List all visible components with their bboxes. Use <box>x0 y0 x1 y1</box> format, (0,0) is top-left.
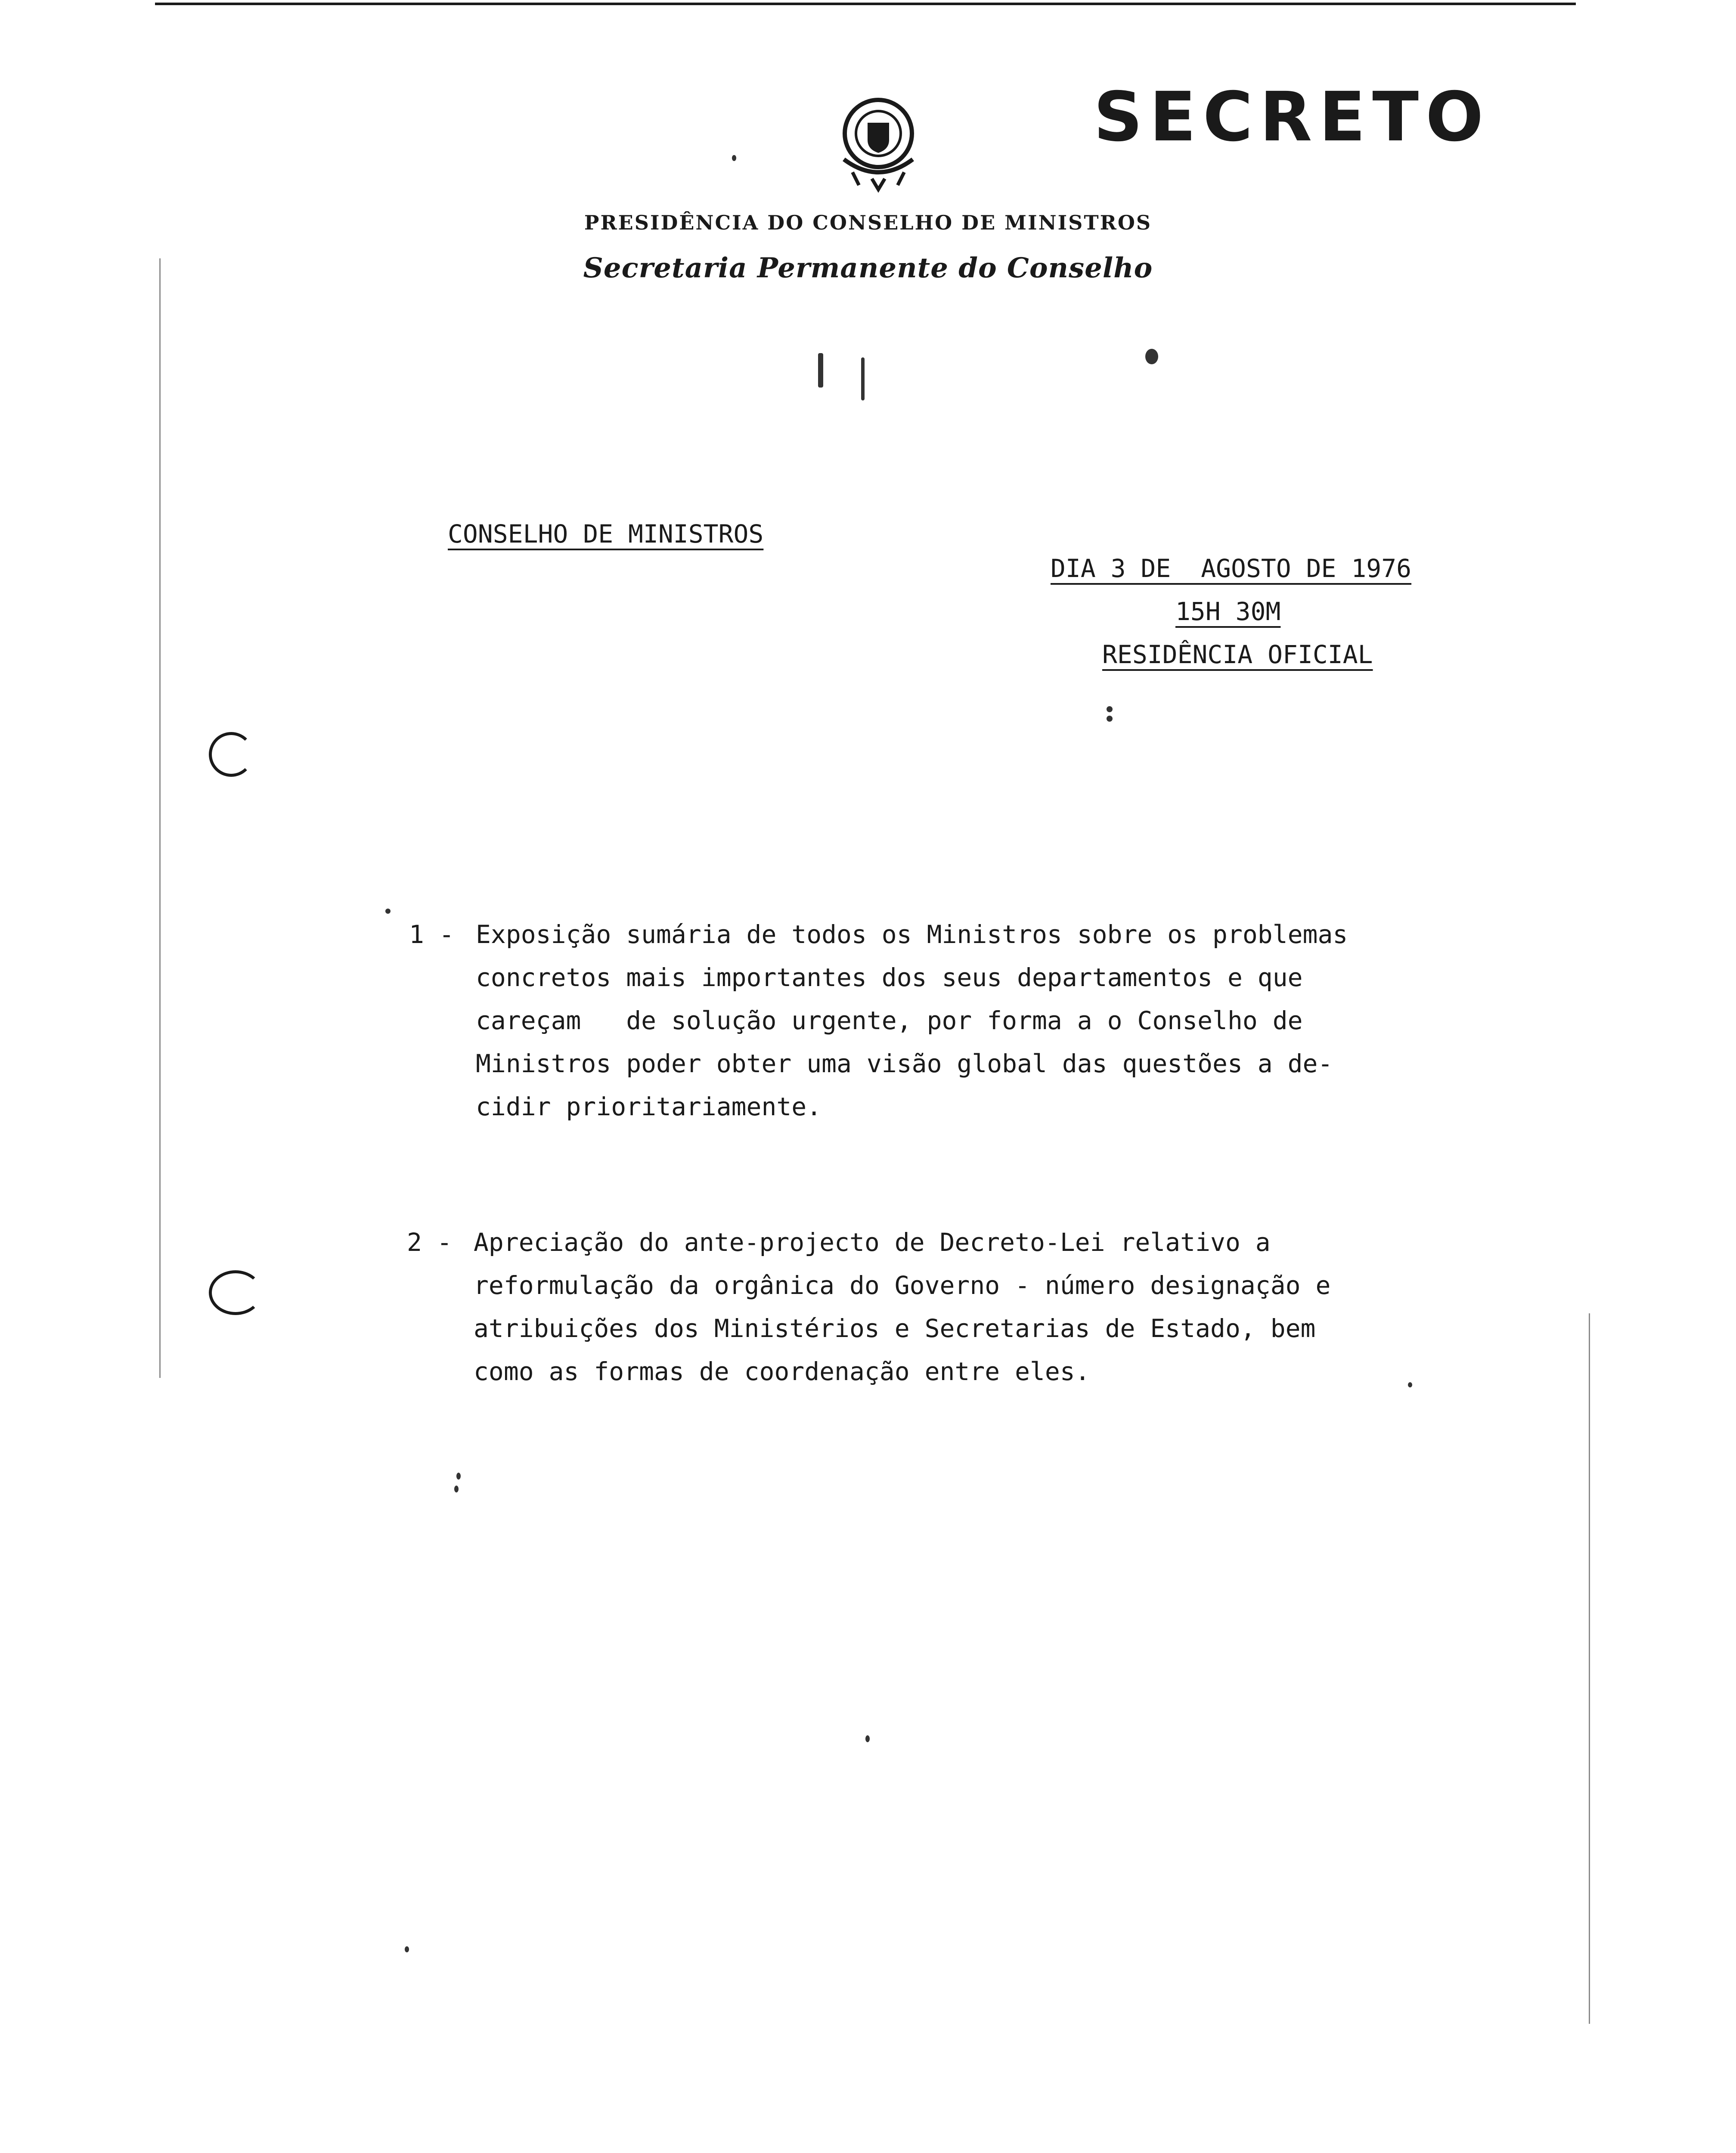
punch-hole-upper <box>209 732 254 777</box>
agenda-line: Ministros poder obter uma visão global das questões a de- <box>476 1049 1333 1078</box>
speck <box>865 1735 870 1742</box>
meeting-place: RESIDÊNCIA OFICIAL <box>1102 640 1373 669</box>
agenda-line: concretos mais importantes dos seus departamentos e que <box>476 963 1303 992</box>
meeting-date: DIA 3 DE AGOSTO DE 1976 <box>1051 554 1412 583</box>
speck <box>456 1473 461 1480</box>
speck <box>732 155 736 161</box>
agenda-line: careçam de solução urgente, por forma a o Conselho de <box>476 1006 1303 1035</box>
speck <box>405 1946 409 1952</box>
agenda-line: Apreciação do ante-projecto de Decreto-Lei relativo a <box>474 1228 1271 1257</box>
agenda-item-number: 2 - <box>407 1228 452 1257</box>
right-margin-line <box>1589 1313 1590 2024</box>
speck <box>1107 716 1113 722</box>
speck <box>385 909 391 914</box>
speck <box>818 353 823 388</box>
speck <box>454 1486 459 1492</box>
speck <box>1145 349 1158 364</box>
meeting-time: 15H 30M <box>1175 597 1281 626</box>
meeting-title: CONSELHO DE MINISTROS <box>448 519 764 549</box>
coat-of-arms-icon <box>827 86 930 198</box>
agenda-item-number: 1 - <box>409 920 454 949</box>
agenda-line: atribuições dos Ministérios e Secretarias de Estado, bem <box>474 1314 1316 1343</box>
institution-name: PRESIDÊNCIA DO CONSELHO DE MINISTROS <box>584 211 1152 234</box>
speck <box>861 357 865 400</box>
agenda-line: Exposição sumária de todos os Ministros sobre os problemas <box>476 920 1348 949</box>
agenda-line: reformulação da orgânica do Governo - número designação e <box>474 1271 1331 1300</box>
top-scan-line <box>155 3 1576 5</box>
office-name: Secretaria Permanente do Conselho <box>583 252 1153 284</box>
classification-stamp: SECRETO <box>1094 78 1491 157</box>
agenda-line: cidir prioritariamente. <box>476 1092 822 1121</box>
left-margin-line <box>159 258 161 1378</box>
agenda-line: como as formas de coordenação entre eles. <box>474 1357 1090 1386</box>
punch-hole-lower <box>209 1270 262 1315</box>
speck <box>1408 1382 1412 1387</box>
speck <box>1107 706 1113 712</box>
